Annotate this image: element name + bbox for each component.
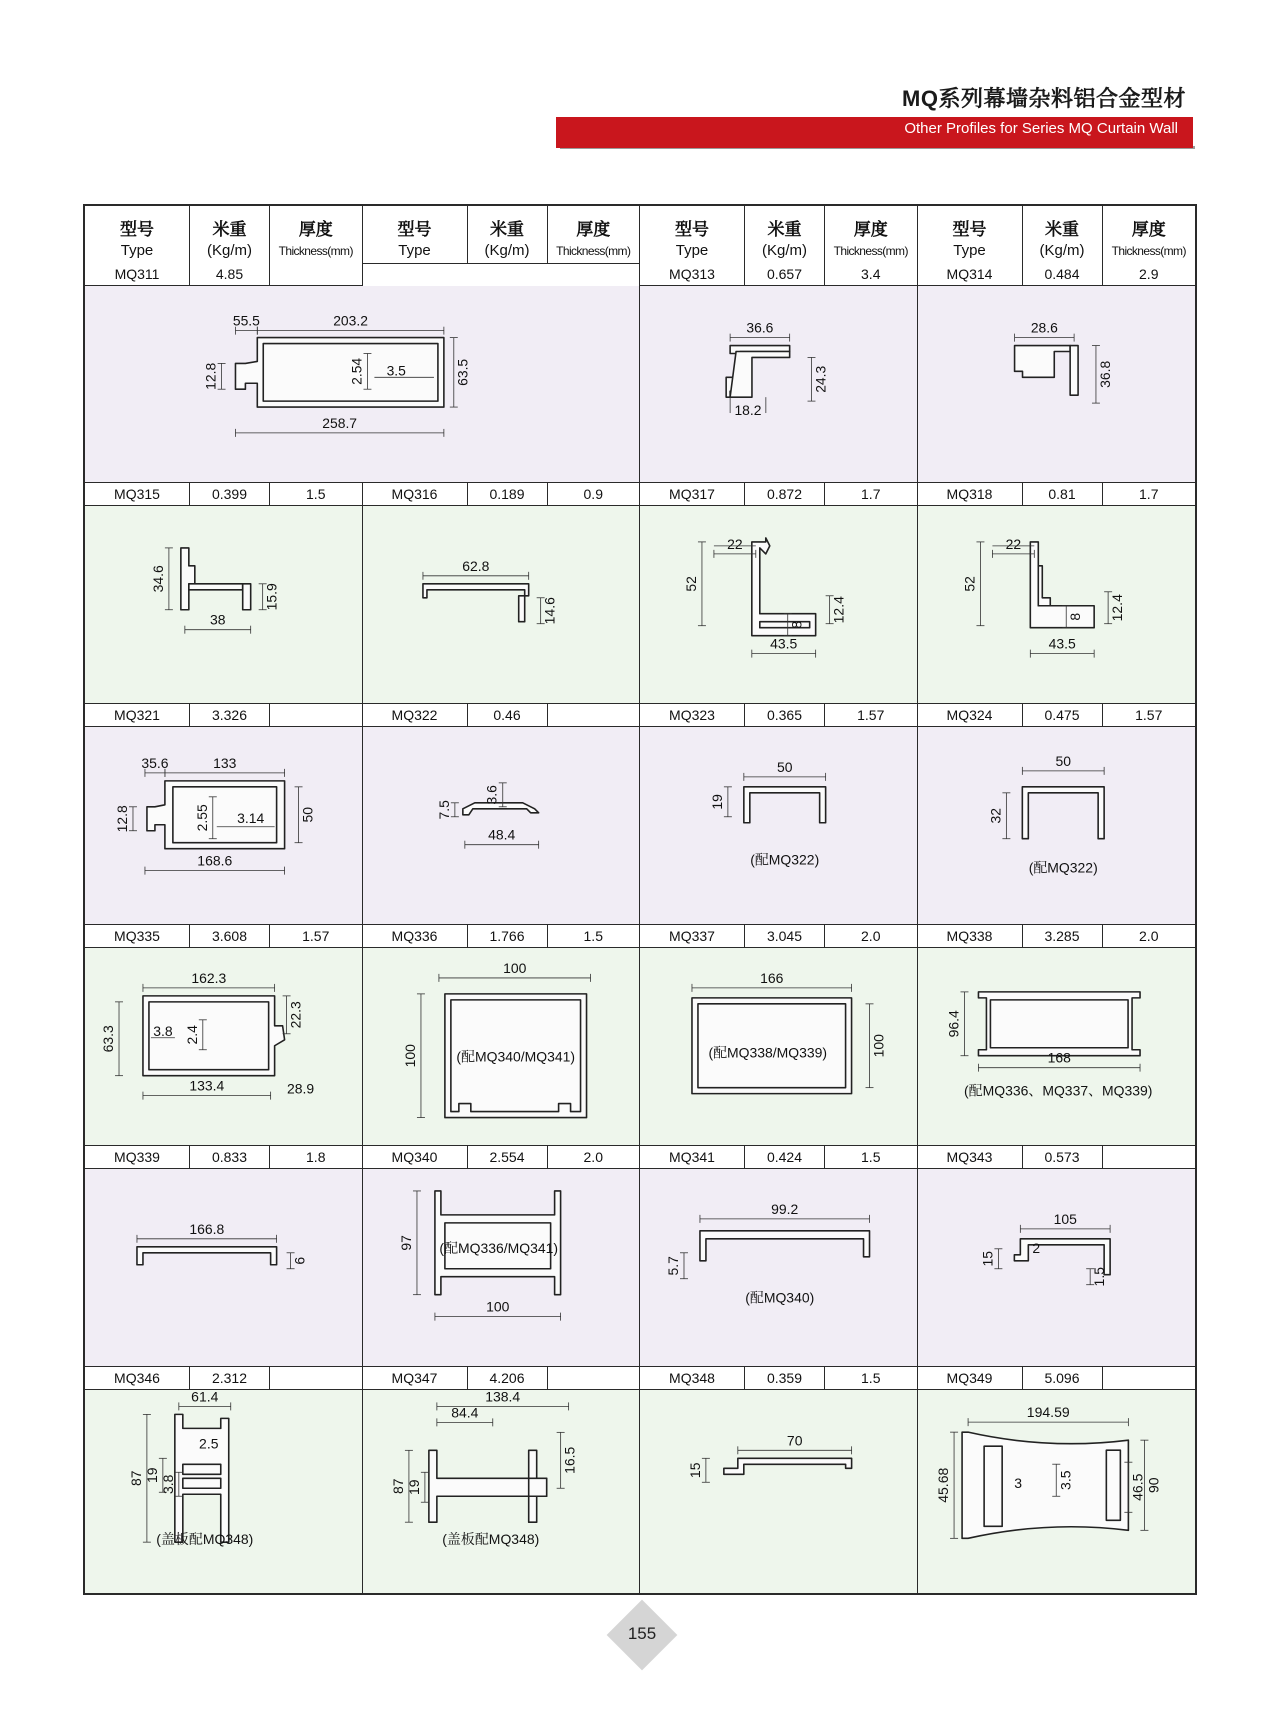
profile-type: MQ322: [363, 704, 468, 726]
header-weight: [1023, 206, 1103, 263]
profile-drawing: [363, 506, 640, 703]
profile-cross-section: [918, 286, 1196, 482]
page-subtitle: Other Profiles for Series MQ Curtain Wall: [904, 120, 1178, 137]
profile-drawing: [85, 948, 362, 1145]
dimension-label: 19: [708, 794, 725, 810]
dimension-label: 19: [143, 1467, 160, 1484]
profile-drawing: [363, 1390, 640, 1593]
dimension-label: 63.3: [100, 1025, 117, 1053]
profile-thickness: 2.0: [825, 925, 918, 947]
profile-cell: [85, 925, 363, 1146]
header-label-zh: 型号: [120, 220, 154, 239]
profile-cell: [85, 263, 640, 483]
profile-note: (配MQ322): [1028, 859, 1098, 876]
dimension-label: 100: [401, 1044, 418, 1068]
profile-cross-section: [85, 1169, 362, 1366]
profile-type: MQ348: [640, 1367, 745, 1389]
header-label-zh: 米重: [1045, 220, 1079, 239]
header-weight: [468, 206, 548, 263]
header-label-en: Thickness(mm): [833, 244, 908, 258]
dimension-label: 87: [389, 1478, 406, 1495]
profile-type: MQ318: [918, 483, 1023, 505]
profile-thickness: [1103, 1146, 1196, 1168]
profile-type: MQ315: [85, 483, 190, 505]
dimension-label: 28.6: [1030, 319, 1058, 336]
profile-drawing: [85, 286, 639, 482]
profile-info-row: [85, 704, 363, 727]
dimension-label: 45.68: [934, 1467, 951, 1503]
header-type: [85, 206, 190, 263]
dimension-label: 133: [213, 754, 237, 771]
profile-type: MQ341: [640, 1146, 745, 1168]
profile-info-row: [640, 263, 918, 286]
profile-type: MQ314: [918, 263, 1023, 285]
profile-weight: 0.189: [468, 483, 548, 505]
profile-info-row: [918, 704, 1196, 727]
dimension-label: 96.4: [945, 1010, 961, 1038]
dimension-label: 12.4: [1108, 594, 1125, 622]
header-label-en: Type: [398, 242, 431, 259]
profile-cross-section: [640, 1169, 917, 1366]
profile-cell: [640, 263, 918, 483]
dimension-label: 63.5: [454, 358, 471, 386]
header-label-en: (Kg/m): [762, 242, 807, 259]
profile-drawing: [918, 1169, 1196, 1366]
profile-drawing: [918, 727, 1196, 924]
dimension-label: 18.2: [734, 402, 762, 419]
profile-thickness: 2.0: [1139, 928, 1159, 944]
profile-weight: 0.657: [745, 263, 825, 285]
dimension-label: 36.6: [746, 319, 774, 336]
profile-cell: [918, 483, 1196, 704]
dimension-label: 90: [1144, 1477, 1161, 1494]
profile-cross-section: [85, 506, 362, 703]
profile-cell: [363, 704, 641, 925]
header-label-zh: 型号: [675, 220, 709, 239]
profile-note: (配MQ338/MQ339): [708, 1044, 828, 1061]
dimension-label: 12.4: [830, 596, 847, 624]
dimension-label: 22: [727, 535, 743, 552]
dimension-label: 2: [1031, 1239, 1040, 1256]
profile-cell: [640, 1146, 918, 1367]
profile-drawing: [918, 1390, 1196, 1593]
dimension-label: 15: [686, 1462, 703, 1479]
profile-cross-section: [363, 1169, 640, 1366]
profile-note: (盖板配MQ348): [156, 1531, 254, 1548]
dimension-label: 2.4: [183, 1025, 200, 1045]
dimension-label: 7.5: [435, 800, 452, 820]
profile-drawing: [640, 1390, 917, 1593]
dimension-label: 166.8: [189, 1220, 225, 1237]
profile-weight: 4.85: [190, 263, 270, 285]
dimension-label: 3.5: [386, 362, 406, 379]
profile-info-row: [363, 1367, 641, 1390]
dimension-label: 8: [788, 620, 805, 629]
profile-weight: 0.424: [745, 1146, 825, 1168]
profile-cell: [363, 925, 641, 1146]
dimension-label: 258.7: [322, 414, 358, 431]
header-label-en: Type: [120, 242, 154, 259]
profile-cell: [918, 1146, 1196, 1367]
dimension-label: 133.4: [189, 1077, 225, 1094]
profile-info-row: [918, 1146, 1196, 1169]
profile-cross-section: [363, 506, 640, 703]
profile-info-row: [363, 704, 641, 727]
dimension-label: 50: [1054, 752, 1071, 769]
dimension-label: 5.7: [665, 1256, 682, 1276]
header-thickness: [825, 206, 918, 263]
header-label-en: Thickness(mm): [278, 244, 353, 258]
profile-weight: 3.285: [1023, 925, 1103, 947]
profile-weight: 1.766: [468, 925, 548, 947]
profile-type: MQ349: [918, 1367, 1023, 1389]
dimension-label: 166: [760, 969, 784, 986]
profile-cell: [85, 1367, 363, 1593]
profile-weight: 3.326: [190, 704, 270, 726]
dimension-label: 3.8: [153, 1022, 173, 1039]
profile-type: MQ311: [85, 263, 190, 285]
header-label-en: Thickness(mm): [556, 244, 631, 258]
dimension-label: 3.6: [483, 785, 500, 805]
dimension-label: 28.9: [286, 1080, 315, 1097]
profile-thickness: 1.5: [825, 1146, 918, 1168]
profile-drawing: [918, 286, 1196, 482]
profile-thickness: 1.5: [825, 1367, 918, 1389]
profile-drawing: [640, 1169, 917, 1366]
profile-weight: 0.365: [745, 704, 825, 726]
profile-cell: [85, 1146, 363, 1367]
dimension-label: 22.3: [287, 1001, 304, 1029]
dimension-label: 14.6: [541, 597, 558, 625]
dimension-label: 34.6: [149, 565, 166, 593]
header-label-zh: 厚度: [1131, 220, 1166, 239]
profile-type: MQ337: [640, 925, 745, 947]
profile-type: MQ336: [363, 925, 468, 947]
profile-cell: [363, 1146, 641, 1367]
profile-thickness: 1.8: [270, 1146, 363, 1168]
profile-weight: 5.096: [1023, 1367, 1103, 1389]
profile-info-row: [85, 1367, 363, 1390]
dimension-label: 12.8: [202, 362, 219, 390]
header-label-zh: 厚度: [298, 220, 333, 239]
header-label-zh: 厚度: [576, 220, 611, 239]
dimension-label: 99.2: [771, 1200, 799, 1217]
dimension-label: 46.5: [1128, 1473, 1145, 1501]
dimension-label: 3.14: [237, 809, 265, 826]
profile-thickness: 1.57: [825, 704, 918, 726]
profile-info-row: [918, 483, 1196, 506]
dimension-label: 19: [405, 1479, 422, 1496]
dimension-label: 50: [299, 807, 316, 823]
profile-thickness: 0.9: [548, 483, 641, 505]
profile-thickness: [270, 704, 363, 726]
header-thickness: [548, 206, 641, 263]
profile-info-row: [640, 925, 918, 948]
dimension-label: 168.6: [197, 852, 233, 869]
profile-info-row: [640, 1367, 918, 1390]
profile-cell: [918, 925, 1196, 1146]
profile-cross-section: [85, 727, 362, 924]
profile-type: MQ321: [85, 704, 190, 726]
profile-drawing: [363, 727, 640, 924]
dimension-label: 43.5: [1048, 635, 1076, 652]
dimension-label: 62.8: [461, 557, 489, 574]
profile-drawing: [640, 727, 917, 924]
profile-info-row: [85, 263, 363, 286]
profile-thickness: 1.5: [548, 925, 641, 947]
profile-info-row: [918, 263, 1196, 286]
profile-weight: 3.045: [745, 925, 825, 947]
profile-cross-section: [640, 1390, 917, 1592]
profile-thickness: 1.5: [270, 483, 363, 505]
profile-type: MQ346: [85, 1367, 190, 1389]
profile-info-row: [85, 925, 363, 948]
dimension-label: 52: [682, 576, 699, 592]
header-label-en: (Kg/m): [1039, 242, 1085, 259]
profile-type: MQ338: [918, 925, 1023, 947]
dimension-label: 162.3: [191, 969, 227, 986]
header-thickness: [270, 206, 363, 263]
profile-weight: 0.46: [468, 704, 548, 726]
header-thickness: [1103, 206, 1196, 263]
profile-weight: 0.872: [745, 483, 825, 505]
profile-cell: [918, 263, 1196, 483]
dimension-label: 22: [1005, 535, 1021, 552]
dimension-label: 87: [127, 1470, 144, 1487]
dimension-label: 12.8: [113, 805, 130, 833]
profile-note: (配MQ340/MQ341): [455, 1048, 575, 1065]
dimension-label: 3.8: [159, 1474, 176, 1494]
header-type: [363, 206, 468, 263]
header-label-en: Thickness(mm): [1111, 244, 1186, 258]
profile-cell: [85, 483, 363, 704]
header-label-en: Type: [953, 242, 986, 259]
dimension-label: 84.4: [450, 1404, 478, 1421]
profiles-table: [83, 204, 1197, 1595]
profile-thickness: 1.57: [1135, 707, 1163, 723]
profile-type: MQ324: [918, 704, 1023, 726]
profile-type: MQ339: [85, 1146, 190, 1168]
profile-cross-section: [363, 948, 640, 1145]
profile-drawing: [918, 506, 1196, 703]
profile-weight: 0.573: [1023, 1146, 1103, 1168]
profile-type: MQ323: [640, 704, 745, 726]
profile-thickness: [548, 704, 641, 726]
profile-thickness: [548, 1367, 641, 1389]
profile-weight: 0.484: [1023, 263, 1103, 285]
profile-drawing: [640, 286, 917, 482]
profile-drawing: [640, 506, 917, 703]
dimension-label: 97: [397, 1235, 414, 1251]
profile-note: (配MQ322): [750, 851, 820, 868]
dimension-label: 3.5: [1056, 1470, 1073, 1490]
profile-cell: [640, 1367, 918, 1593]
profile-info-row: [640, 704, 918, 727]
profile-cross-section: [640, 727, 917, 924]
profile-thickness: 3.4: [825, 263, 918, 285]
profile-cell: [640, 925, 918, 1146]
dimension-label: 15: [978, 1251, 995, 1267]
dimension-label: 138.4: [484, 1390, 520, 1405]
profile-cross-section: [85, 286, 639, 482]
header-label-zh: 米重: [490, 220, 524, 239]
profile-note: (盖板配MQ348): [441, 1531, 539, 1548]
header-type: [640, 206, 745, 263]
profile-cross-section: [918, 948, 1196, 1145]
dimension-label: 55.5: [232, 312, 260, 329]
profile-info-row: [640, 1146, 918, 1169]
profile-cell: [363, 483, 641, 704]
profile-cross-section: [918, 1390, 1196, 1592]
dimension-label: 100: [485, 1298, 509, 1315]
profile-cross-section: [363, 1390, 640, 1592]
profile-drawing: [918, 948, 1196, 1145]
dimension-label: 43.5: [770, 635, 798, 652]
dimension-label: 6: [291, 1256, 308, 1265]
profile-weight: 0.399: [190, 483, 270, 505]
dimension-label: 52: [960, 576, 977, 592]
dimension-label: 203.2: [333, 312, 368, 329]
dimension-label: 3: [1013, 1475, 1022, 1492]
profile-cross-section: [918, 1169, 1196, 1366]
dimension-label: 194.59: [1026, 1404, 1070, 1421]
profile-note: (配MQ340): [745, 1289, 815, 1306]
profile-cross-section: [363, 727, 640, 924]
dimension-label: 15.9: [263, 583, 280, 611]
profile-info-row: [363, 1146, 641, 1169]
header-weight: [190, 206, 270, 263]
dimension-label: 105: [1053, 1210, 1077, 1227]
profile-type: MQ313: [640, 263, 745, 285]
profile-drawing: [85, 727, 362, 924]
profile-note: (配MQ336、MQ337、MQ339): [963, 1082, 1152, 1099]
profile-thickness: 1.7: [825, 483, 918, 505]
profile-thickness: 1.7: [1139, 486, 1159, 502]
header-label-zh: 型号: [952, 220, 987, 239]
profile-drawing: [363, 1169, 640, 1366]
dimension-label: 35.6: [141, 754, 169, 771]
dimension-label: 16.5: [561, 1446, 578, 1474]
page-title: MQ系列幕墙杂料铝合金型材: [902, 86, 1186, 111]
profile-cell: [85, 704, 363, 925]
profile-type: MQ316: [363, 483, 468, 505]
dimension-label: 24.3: [812, 365, 829, 393]
profile-thickness: [270, 1367, 363, 1389]
profile-type: MQ343: [918, 1146, 1023, 1168]
profile-info-row: [363, 483, 641, 506]
profile-weight: 2.312: [190, 1367, 270, 1389]
profile-info-row: [85, 483, 363, 506]
dimension-label: 32: [986, 808, 1003, 824]
profile-info-row: [640, 483, 918, 506]
profile-type: MQ347: [363, 1367, 468, 1389]
dimension-label: 50: [776, 758, 793, 775]
header-label-en: (Kg/m): [484, 242, 530, 259]
header-label-zh: 米重: [212, 220, 247, 239]
profile-drawing: [640, 948, 917, 1145]
profile-type: MQ335: [85, 925, 190, 947]
dimension-label: 70: [786, 1432, 803, 1449]
profile-drawing: [85, 506, 362, 703]
dimension-label: 2.55: [193, 804, 210, 832]
profile-cell: [640, 483, 918, 704]
profile-cross-section: [85, 1390, 362, 1592]
header-label-en: Type: [675, 242, 709, 259]
profile-weight: 4.206: [468, 1367, 548, 1389]
dimension-label: 100: [870, 1034, 887, 1058]
profile-cell: [363, 1367, 641, 1593]
profile-cell: [918, 704, 1196, 925]
page-number: 155: [627, 1624, 657, 1643]
dimension-label: 36.8: [1096, 360, 1113, 388]
profile-drawing: [85, 1390, 362, 1593]
dimension-label: 8: [1066, 612, 1083, 621]
profile-cell: [640, 704, 918, 925]
header-label-zh: 型号: [397, 220, 432, 239]
dimension-label: 38: [209, 611, 226, 628]
profile-cell: [918, 1367, 1196, 1593]
profile-cross-section: [85, 948, 362, 1145]
dimension-label: 2.54: [348, 357, 365, 385]
dimension-label: 48.4: [487, 826, 515, 843]
profile-weight: 0.359: [745, 1367, 825, 1389]
table-header: [85, 206, 1195, 264]
dimension-label: 2.5: [199, 1435, 219, 1452]
profile-info-row: [918, 925, 1196, 948]
profile-drawing: [85, 1169, 362, 1366]
profile-thickness: [270, 263, 363, 285]
profile-drawing: [363, 948, 640, 1145]
profile-cross-section: [918, 506, 1196, 703]
profile-weight: 3.608: [190, 925, 270, 947]
dimension-label: 1.5: [1090, 1267, 1107, 1287]
profile-weight: 0.475: [1023, 704, 1103, 726]
profile-type: MQ317: [640, 483, 745, 505]
profile-weight: 0.81: [1023, 483, 1103, 505]
profile-info-row: [85, 1146, 363, 1169]
header-label-en: (Kg/m): [207, 242, 252, 259]
profile-thickness: 2.0: [548, 1146, 641, 1168]
profile-cross-section: [640, 286, 917, 482]
profile-cross-section: [640, 506, 917, 703]
profile-info-row: [918, 1367, 1196, 1390]
header-type: [918, 206, 1023, 263]
profile-thickness: 2.9: [1139, 266, 1159, 282]
dimension-label: 100: [502, 959, 526, 976]
dimension-label: 168: [1047, 1049, 1071, 1066]
profile-thickness: [1103, 1367, 1196, 1389]
profile-type: MQ340: [363, 1146, 468, 1168]
profile-weight: 0.833: [190, 1146, 270, 1168]
profile-cross-section: [640, 948, 917, 1145]
profile-cross-section: [918, 727, 1196, 924]
header-weight: [745, 206, 825, 263]
profile-weight: 2.554: [468, 1146, 548, 1168]
header-label-zh: 厚度: [853, 220, 888, 239]
profile-thickness: 1.57: [270, 925, 363, 947]
header-label-zh: 米重: [767, 220, 802, 239]
dimension-label: 61.4: [191, 1390, 219, 1405]
profile-note: (配MQ336/MQ341): [438, 1239, 558, 1256]
profile-info-row: [363, 925, 641, 948]
